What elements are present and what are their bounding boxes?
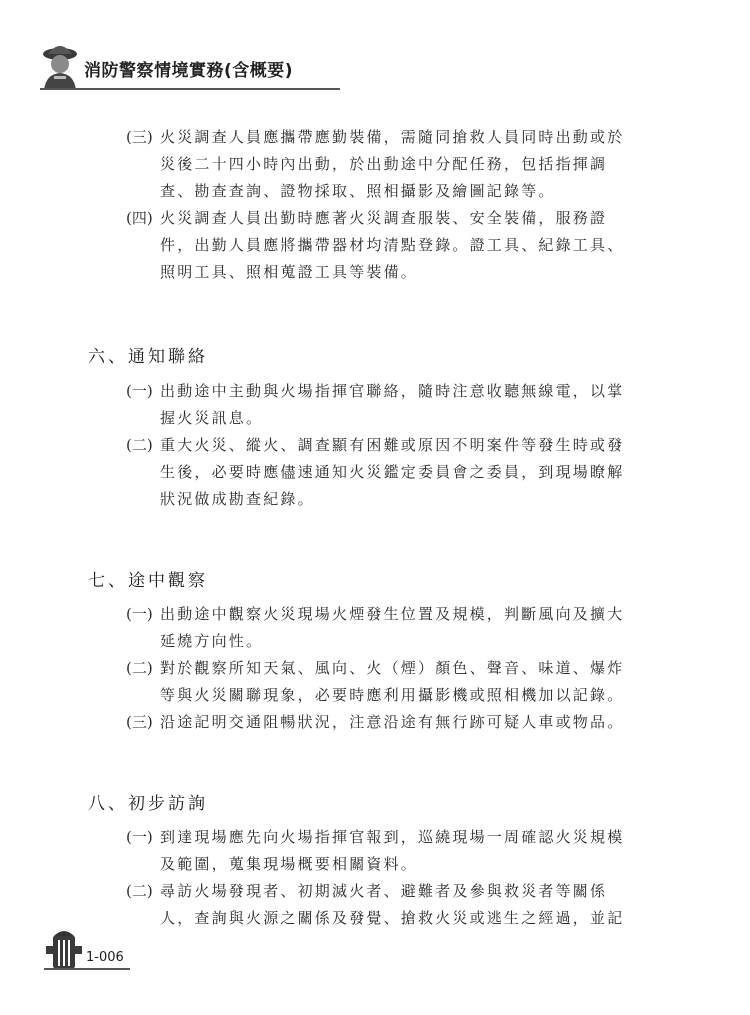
item-number: (一): [126, 605, 153, 623]
section-prev-list: [126, 124, 666, 286]
list-item: [126, 878, 666, 932]
fire-hydrant-icon: [44, 926, 84, 970]
running-header: [40, 40, 340, 92]
firefighter-icon: [40, 40, 84, 90]
section-6-list: [126, 378, 666, 513]
item-text: 延燒方向性。: [160, 632, 264, 650]
item-number: (二): [126, 882, 153, 900]
item-text: 人，查詢與火源之關係及發覺、搶救火災或逃生之經過，並記: [160, 909, 625, 927]
item-number: (一): [126, 828, 153, 846]
item-text: 重大火災、縱火、調查顯有困難或原因不明案件等發生時或發: [160, 436, 625, 454]
footer-rule: [44, 968, 130, 970]
list-item: [126, 655, 666, 709]
section-8-list: [126, 824, 666, 932]
item-text: 照明工具、照相蒐證工具等裝備。: [160, 263, 419, 281]
list-item: [126, 601, 666, 655]
item-text: 火災調查人員應攜帶應勤裝備，需隨同搶救人員同時出動或於: [160, 128, 625, 146]
item-text: 等與火災關聯現象，必要時應利用攝影機或照相機加以記錄。: [160, 686, 625, 704]
item-text: 火災調查人員出勤時應著火災調查服裝、安全裝備，服務證: [160, 209, 608, 227]
list-item: [126, 709, 666, 736]
item-text: 件，出勤人員應將攜帶器材均清點登錄。證工具、紀錄工具、: [160, 236, 625, 254]
item-text: 握火災訊息。: [160, 409, 264, 427]
item-text: 災後二十四小時內出動，於出動途中分配任務，包括指揮調: [160, 155, 608, 173]
header-title: 消防警察情境實務(含概要): [84, 61, 294, 81]
item-text: 沿途記明交通阻暢狀況，注意沿途有無行跡可疑人車或物品。: [160, 713, 625, 731]
list-item: [126, 432, 666, 513]
section-heading-6: 六、通知聯絡: [88, 347, 208, 367]
header-rule: [40, 88, 340, 90]
item-text: 出動途中主動與火場指揮官聯絡，隨時注意收聽無線電，以掌: [160, 382, 625, 400]
item-number: (二): [126, 436, 153, 454]
item-number: (三): [126, 713, 153, 731]
list-item: [126, 378, 666, 432]
section-heading-8: 八、初步訪詢: [88, 794, 208, 814]
item-text: 及範圍，蒐集現場概要相關資料。: [160, 855, 419, 873]
list-item: [126, 124, 666, 205]
item-number: (二): [126, 659, 153, 677]
item-text: 到達現場應先向火場指揮官報到，巡繞現場一周確認火災規模: [160, 828, 625, 846]
list-item: [126, 205, 666, 286]
item-number: (一): [126, 382, 153, 400]
item-text: 查、勘查查詢、證物採取、照相攝影及繪圖記錄等。: [160, 182, 556, 200]
section-7-list: [126, 601, 666, 736]
item-number: (四): [126, 209, 153, 227]
item-text: 出動途中觀察火災現場火煙發生位置及規模，判斷風向及擴大: [160, 605, 625, 623]
section-heading-7: 七、途中觀察: [88, 571, 208, 591]
item-number: (三): [126, 128, 153, 146]
item-text: 尋訪火場發現者、初期滅火者、避難者及參與救災者等關係: [160, 882, 608, 900]
item-text: 對於觀察所知天氣、風向、火（煙）顏色、聲音、味道、爆炸: [160, 659, 625, 677]
item-text: 生後，必要時應儘速通知火災鑑定委員會之委員，到現場瞭解: [160, 463, 625, 481]
item-text: 狀況做成勘查紀錄。: [160, 490, 315, 508]
list-item: [126, 824, 666, 878]
page-number: 1-006: [86, 950, 124, 965]
